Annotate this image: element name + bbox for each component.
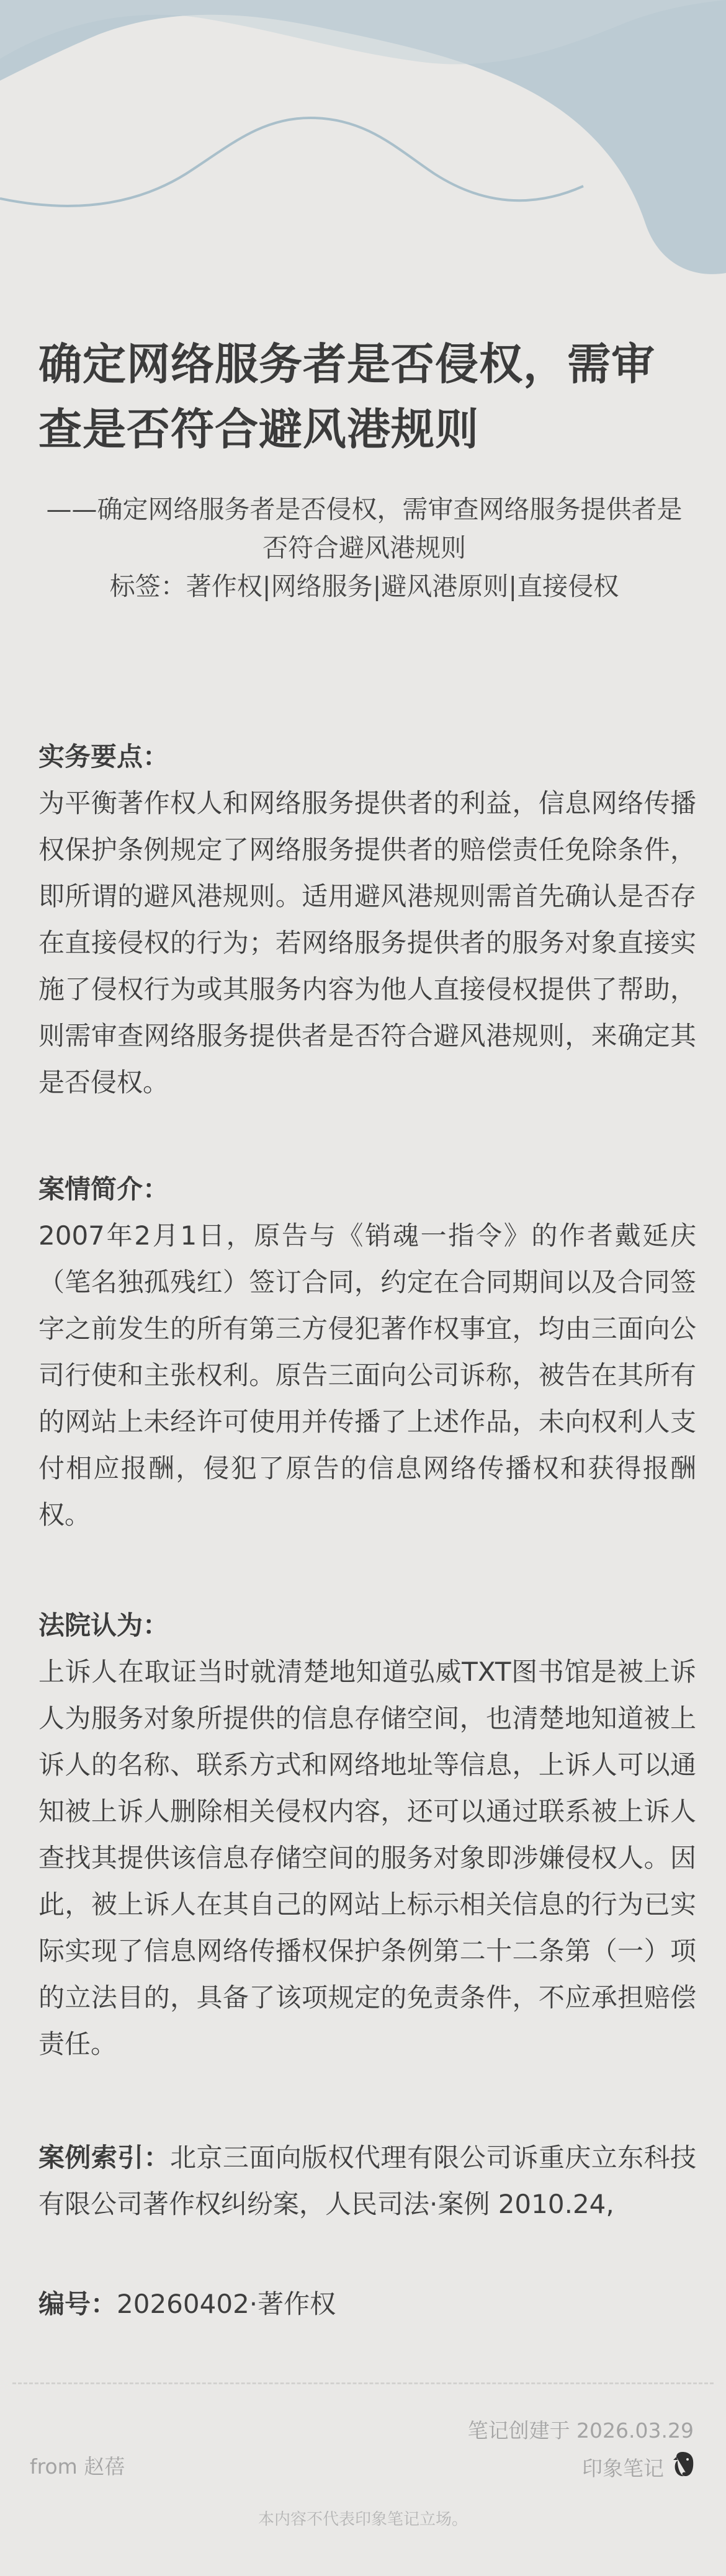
subtitle-block <box>38 490 690 606</box>
serial-label: 编号： <box>38 2289 117 2319</box>
page-title: 确定网络服务者是否侵权，需审查是否符合避风港规则 <box>38 339 655 455</box>
section-court-opinion <box>38 1603 696 2067</box>
header-wave-decoration <box>0 0 726 292</box>
subtitle: ——确定网络服务者是否侵权，需审查网络服务提供者是否符合避风港规则 <box>46 494 683 563</box>
section-heading: 法院认为： <box>38 1610 169 1640</box>
created-date: 笔记创建于 2026.03.29 <box>467 2418 694 2443</box>
section-case-summary <box>38 1166 696 1538</box>
section-practice-points <box>38 734 696 1106</box>
section-body: 为平衡著作权人和网络服务提供者的利益，信息网络传播权保护条例规定了网络服务提供者的赔偿责任免除条件，即所谓的避风港规则。适用避风港规则需首先确认是否存在直接侵权的行为；若网络服务提供者的服务对象直接实施了侵权行为或其服务内容为他人直接侵权提供了帮助，则需审查网络服务提供者是否符合避风港规则，来确定其是否侵权。 <box>38 788 696 1098</box>
author-credit: from 赵蓓 <box>30 2454 125 2479</box>
footer-divider <box>12 2382 714 2384</box>
serial-value: 20260402·著作权 <box>117 2289 336 2319</box>
case-index-value: 北京三面向版权代理有限公司诉重庆立东科技有限公司著作权纠纷案，人民司法·案例 2010.24, <box>38 2142 696 2219</box>
disclaimer: 本内容不代表印象笔记立场。 <box>258 2510 468 2529</box>
case-index-label: 案例索引： <box>38 2142 171 2173</box>
tags: 标签：著作权|网络服务|避风港原则|直接侵权 <box>109 571 619 601</box>
serial-number <box>38 2281 696 2327</box>
section-heading: 实务要点： <box>38 741 169 772</box>
case-index <box>38 2134 696 2227</box>
section-heading: 案情简介： <box>38 1174 169 1204</box>
section-body: 2007年2月1日，原告与《销魂一指令》的作者戴延庆（笔名独孤残红）签订合同，约定在合同期间以及合同签字之前发生的所有第三方侵犯著作权事宜，均由三面向公司行使和主张权利。原告三面向公司诉称，被告在其所有的网站上未经许可使用并传播了上述作品，未向权利人支付相应报酬，侵犯了原告的信息网络传播权和获得报酬权。 <box>38 1220 696 1530</box>
section-body: 上诉人在取证当时就清楚地知道弘威TXT图书馆是被上诉人为服务对象所提供的信息存储空间，也清楚地知道被上诉人的名称、联系方式和网络地址等信息，上诉人可以通知被上诉人删除相关侵权内容，还可以通过联系被上诉人查找其提供该信息存储空间的服务对象即涉嫌侵权人。因此，被上诉人在其自己的网站上标示相关信息的行为已实际实现了信息网络传播权保护条例第二十二条第（一）项的立法目的，具备了该项规定的免责条件，不应承担赔偿责任。 <box>38 1657 696 2059</box>
app-name: 印象笔记 <box>582 2456 664 2480</box>
evernote-elephant-icon <box>671 2451 696 2478</box>
